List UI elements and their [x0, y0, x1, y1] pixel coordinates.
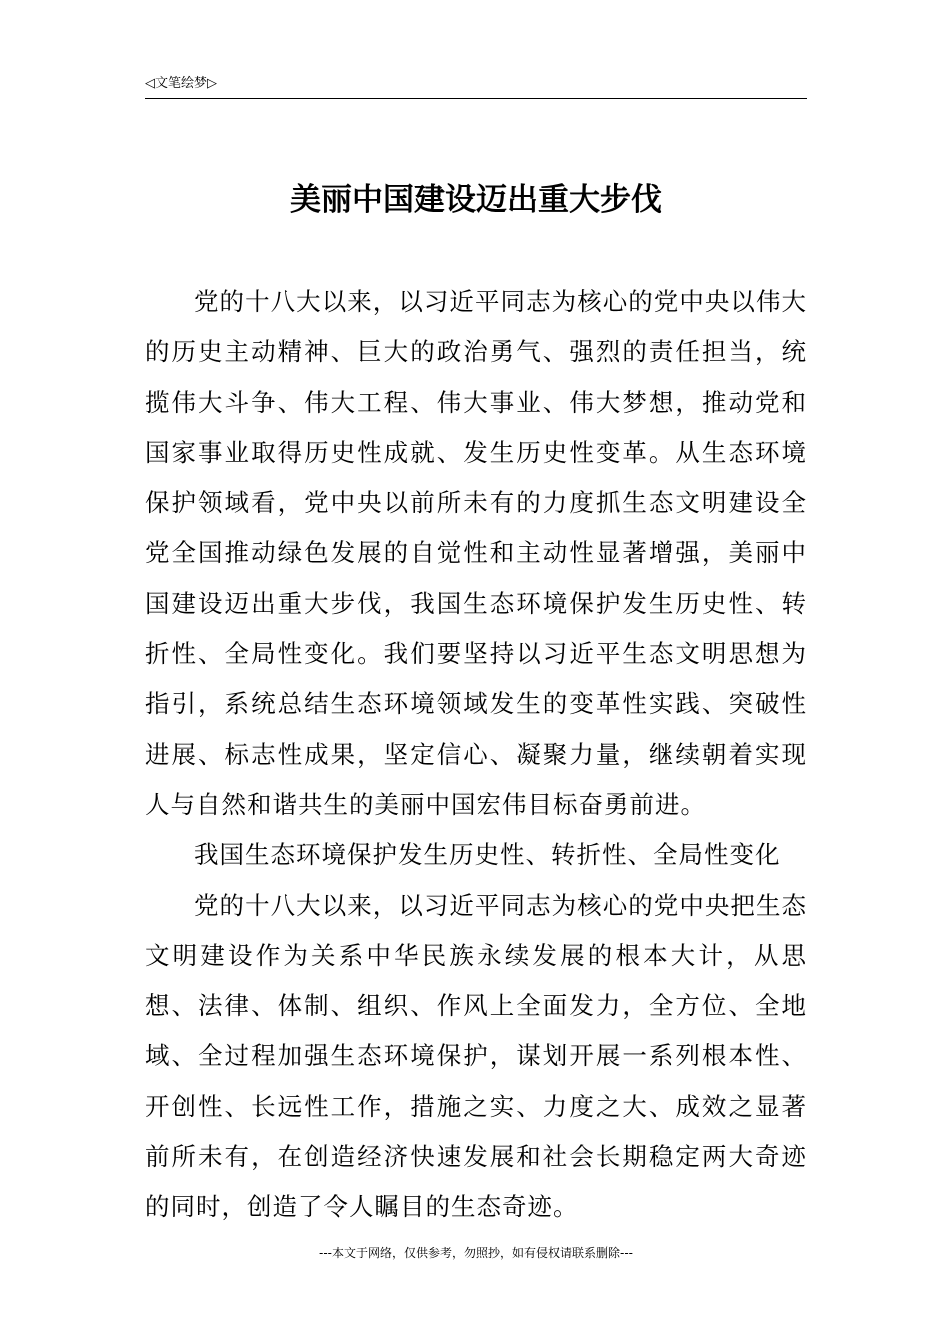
page-footer-disclaimer: ---本文于网络，仅供参考，勿照抄，如有侵权请联系删除--- — [319, 1246, 633, 1260]
section-heading: 我国生态环境保护发生历史性、转折性、全局性变化 — [194, 840, 781, 870]
paragraph-2: 党的十八大以来，以习近平同志为核心的党中央把生态文明建设作为关系中华民族永续发展的根本大计，从思想、法律、体制、组织、作风上全面发力，全方位、全地域、全过程加强生态环境保护，谋划开展一系列根本性、开创性、长远性工作，措施之实、力度之大、成效之显著前所未有，在创造经济快速发展和社会长期稳定两大奇迹的同时，创造了令人瞩目的生态奇迹。 — [145, 890, 807, 1222]
page-header — [145, 76, 807, 99]
header-text: ◁文笔绘梦▷ — [145, 76, 217, 91]
paragraph-1: 党的十八大以来，以习近平同志为核心的党中央以伟大的历史主动精神、巨大的政治勇气、强烈的责任担当，统揽伟大斗争、伟大工程、伟大事业、伟大梦想，推动党和国家事业取得历史性成就、发生历史性变革。从生态环境保护领域看，党中央以前所未有的力度抓生态文明建设全党全国推动绿色发展的自觉性和主动性显著增强，美丽中国建设迈出重大步伐，我国生态环境保护发生历史性、转折性、全局性变化。我们要坚持以习近平生态文明思想为指引，系统总结生态环境领域发生的变革性实践、突破性进展、标志性成果，坚定信心、凝聚力量，继续朝着实现人与自然和谐共生的美丽中国宏伟目标奋勇前进。 — [145, 287, 807, 819]
document-body — [145, 277, 807, 1233]
document-title: 美丽中国建设迈出重大步伐 — [290, 182, 662, 218]
